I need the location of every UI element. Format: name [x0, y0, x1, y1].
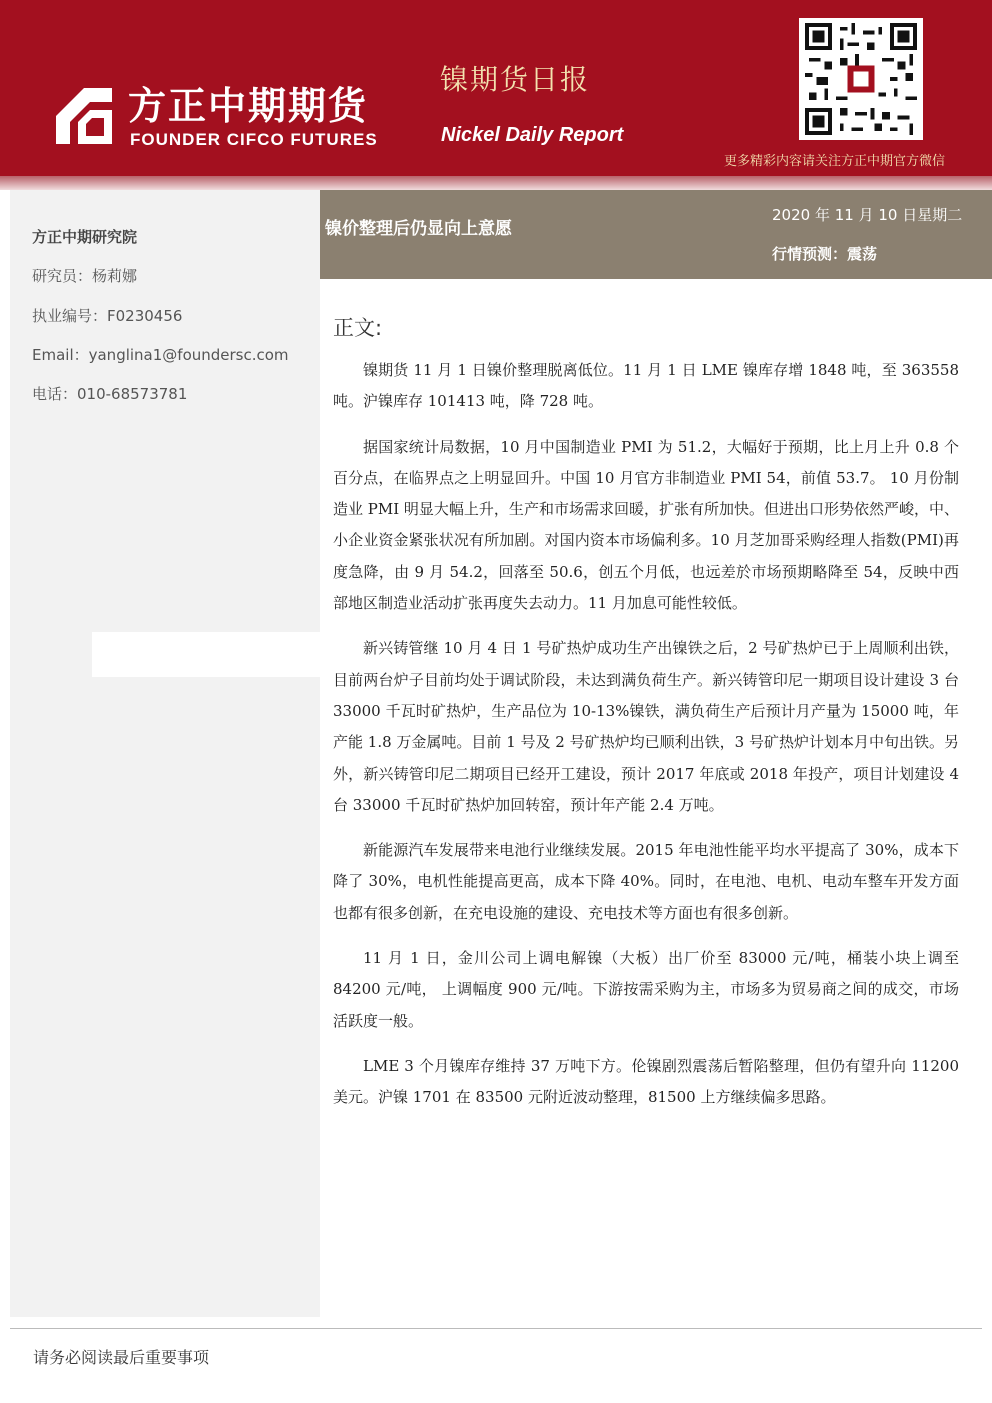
report-date: 2020 年 11 月 10 日星期二: [772, 206, 963, 224]
paragraph: LME 3 个月镍库存维持 37 万吨下方。伦镍剧烈震荡后暂陷整理，但仍有望升向 11200 美元。沪镍 1701 在 83500 元附近波动整理，81500 上方继续偏多思路。: [333, 1056, 959, 1107]
researcher-phone: 电话：010-68573781: [32, 385, 188, 403]
report-title-en: Nickel Daily Report: [441, 124, 624, 146]
footer-disclaimer-note: 请务必阅读最后重要事项: [33, 1348, 210, 1367]
researcher-email: Email：yanglina1@foundersc.com: [32, 346, 289, 364]
sidebar-notch: [10, 632, 92, 677]
institute-name: 方正中期研究院: [32, 228, 138, 246]
wechat-qr-code: [799, 18, 923, 140]
paragraph: 新能源汽车发展带来电池行业继续发展。2015 年电池性能平均水平提高了 30%，成本下降了 30%，电机性能提高更高，成本下降 40%。同时，在电池、电机、电动车整车开发方面也都有很多创新，在充电设施的建设、充电技术等方面也有很多创新。: [333, 841, 959, 922]
company-name-en: FOUNDER CIFCO FUTURES: [130, 130, 378, 149]
founder-logo-icon: [56, 88, 112, 144]
researcher-name: 研究员：杨莉娜: [32, 267, 138, 285]
market-forecast: 行情预测：震荡: [772, 245, 878, 263]
sidebar-panel-lower: [10, 677, 320, 1317]
body-text: [333, 355, 959, 1128]
qr-code-icon: [804, 23, 918, 135]
sidebar-panel: [10, 190, 320, 632]
company-name-cn: 方正中期期货: [128, 84, 369, 128]
paragraph: 11 月 1 日，金川公司上调电解镍（大板）出厂价至 83000 元/吨，桶装小块上调至 84200 元/吨， 上调幅度 900 元/吨。下游按需采购为主，市场多为贸易商之间的成交，市场活跃度一般。: [333, 949, 959, 1030]
footer-divider: [10, 1328, 982, 1329]
report-title-cn: 镍期货日报: [440, 63, 591, 96]
qr-caption: 更多精彩内容请关注方正中期官方微信: [724, 154, 946, 169]
paragraph: 据国家统计局数据，10 月中国制造业 PMI 为 51.2，大幅好于预期，比上月上升 0.8 个百分点，在临界点之上明显回升。中国 10 月官方非制造业 PMI 54，前值 53.7。 10 月份制造业 PMI 明显大幅上升，生产和市场需求回暖，扩张有所加快。但进出口形势依然严峻，中、小企业资金紧张状况有所加剧。对国内资本市场偏利多。10 月芝加哥采购经理人指数(PMI)再度急降，由 9 月 54.2，回落至 50.6，创五个月低，也远差於市场预期略降至 54，反映中西部地区制造业活动扩张再度失去动力。11 月加息可能性较低。: [333, 437, 959, 613]
report-headline: 镍价整理后仍显向上意愿: [325, 219, 512, 239]
header-fade: [0, 176, 992, 190]
paragraph: 镍期货 11 月 1 日镍价整理脱离低位。11 月 1 日 LME 镍库存增 1848 吨，至 363558 吨。沪镍库存 101413 吨，降 728 吨。: [333, 361, 959, 411]
section-heading: 正文:: [333, 316, 383, 340]
paragraph: 新兴铸管继 10 月 4 日 1 号矿热炉成功生产出镍铁之后，2 号矿热炉已于上周顺利出铁，目前两台炉子目前均处于调试阶段，未达到满负荷生产。新兴铸管印尼一期项目设计建设 3 台 33000 千瓦时矿热炉，生产品位为 10-13%镍铁，满负荷生产后预计月产量为 15000 吨，年产能 1.8 万金属吨。目前 1 号及 2 号矿热炉均已顺利出铁，3 号矿热炉计划本月中旬出铁。另外，新兴铸管印尼二期项目已经开工建设，预计 2017 年底或 2018 年投产，项目计划建设 4 台 33000 千瓦时矿热炉加回转窑，预计年产能 2.4 万吨。: [333, 639, 959, 814]
license-number: 执业编号：F0230456: [32, 307, 183, 325]
